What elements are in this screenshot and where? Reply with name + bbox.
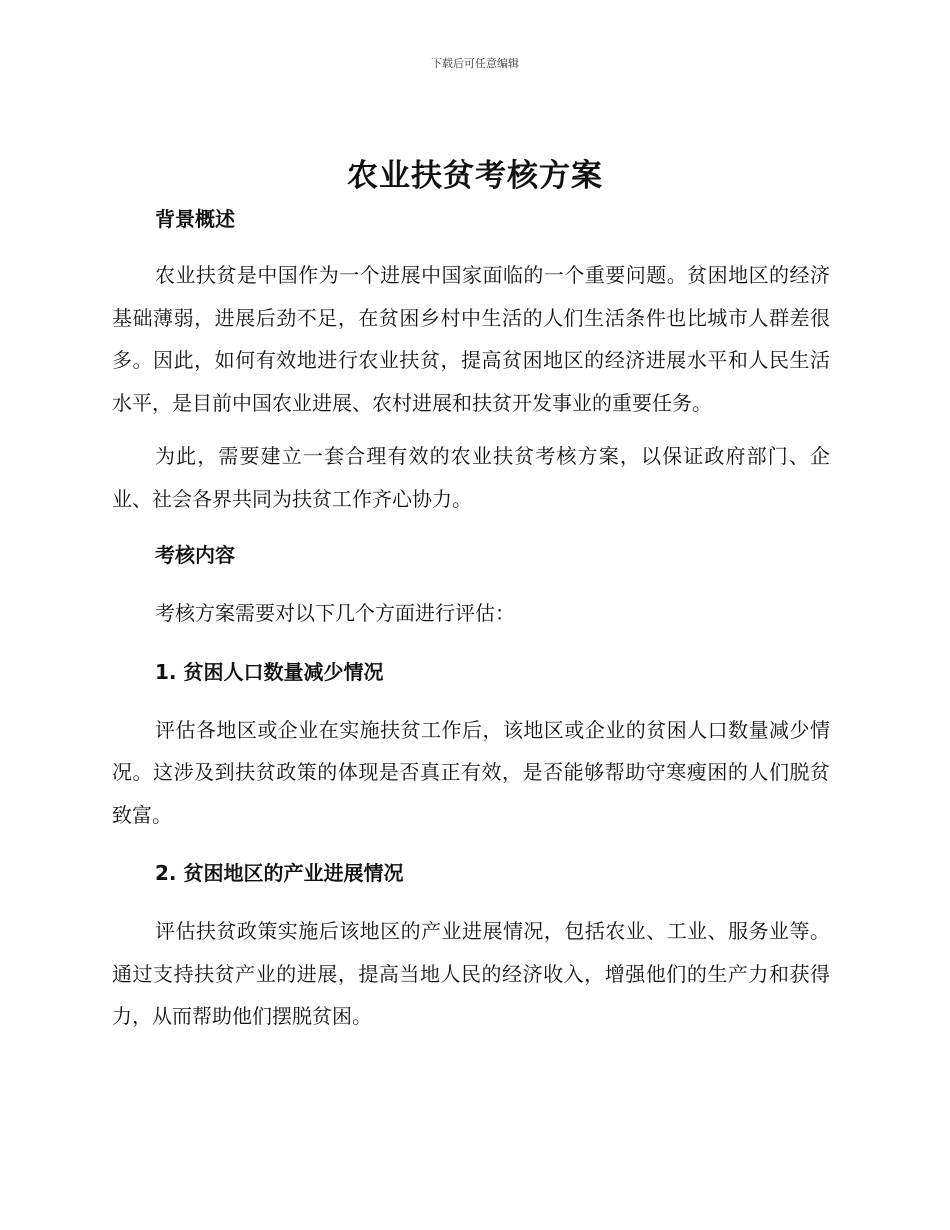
document-body (112, 202, 830, 1038)
item-heading-1: 1. 贫困人口数量减少情况 (155, 659, 384, 684)
paragraph-item-1: 评估各地区或企业在实施扶贫工作后，该地区或企业的贫困人口数量减少情况。这涉及到扶贫政策的体现是否真正有效，是否能够帮助守寒瘦困的人们脱贫致富。 (112, 717, 830, 827)
paragraph-background-1: 农业扶贫是中国作为一个进展中国家面临的一个重要问题。贫困地区的经济基础薄弱，进展后劲不足，在贫困乡村中生活的人们生活条件也比城市人群差很多。因此，如何有效地进行农业扶贫，提高贫困地区的经济进展水平和人民生活水平，是目前中国农业进展、农村进展和扶贫开发事业的重要任务。 (112, 263, 830, 415)
section-heading-background: 背景概述 (155, 207, 235, 231)
paragraph-content-intro: 考核方案需要对以下几个方面进行评估： (155, 601, 515, 625)
header-note: 下载后可任意编辑 (431, 57, 519, 70)
section-heading-content: 考核内容 (155, 543, 235, 567)
paragraph-item-2: 评估扶贫政策实施后该地区的产业进展情况，包括农业、工业、服务业等。通过支持扶贫产业的进展，提高当地人民的经济收入，增强他们的生产力和获得力，从而帮助他们摆脱贫困。 (112, 919, 830, 1028)
paragraph-background-2: 为此，需要建立一套合理有效的农业扶贫考核方案，以保证政府部门、企业、社会各界共同为扶贫工作齐心协力。 (112, 444, 830, 511)
document-title: 农业扶贫考核方案 (347, 158, 603, 194)
item-heading-2: 2. 贫困地区的产业进展情况 (155, 861, 404, 885)
